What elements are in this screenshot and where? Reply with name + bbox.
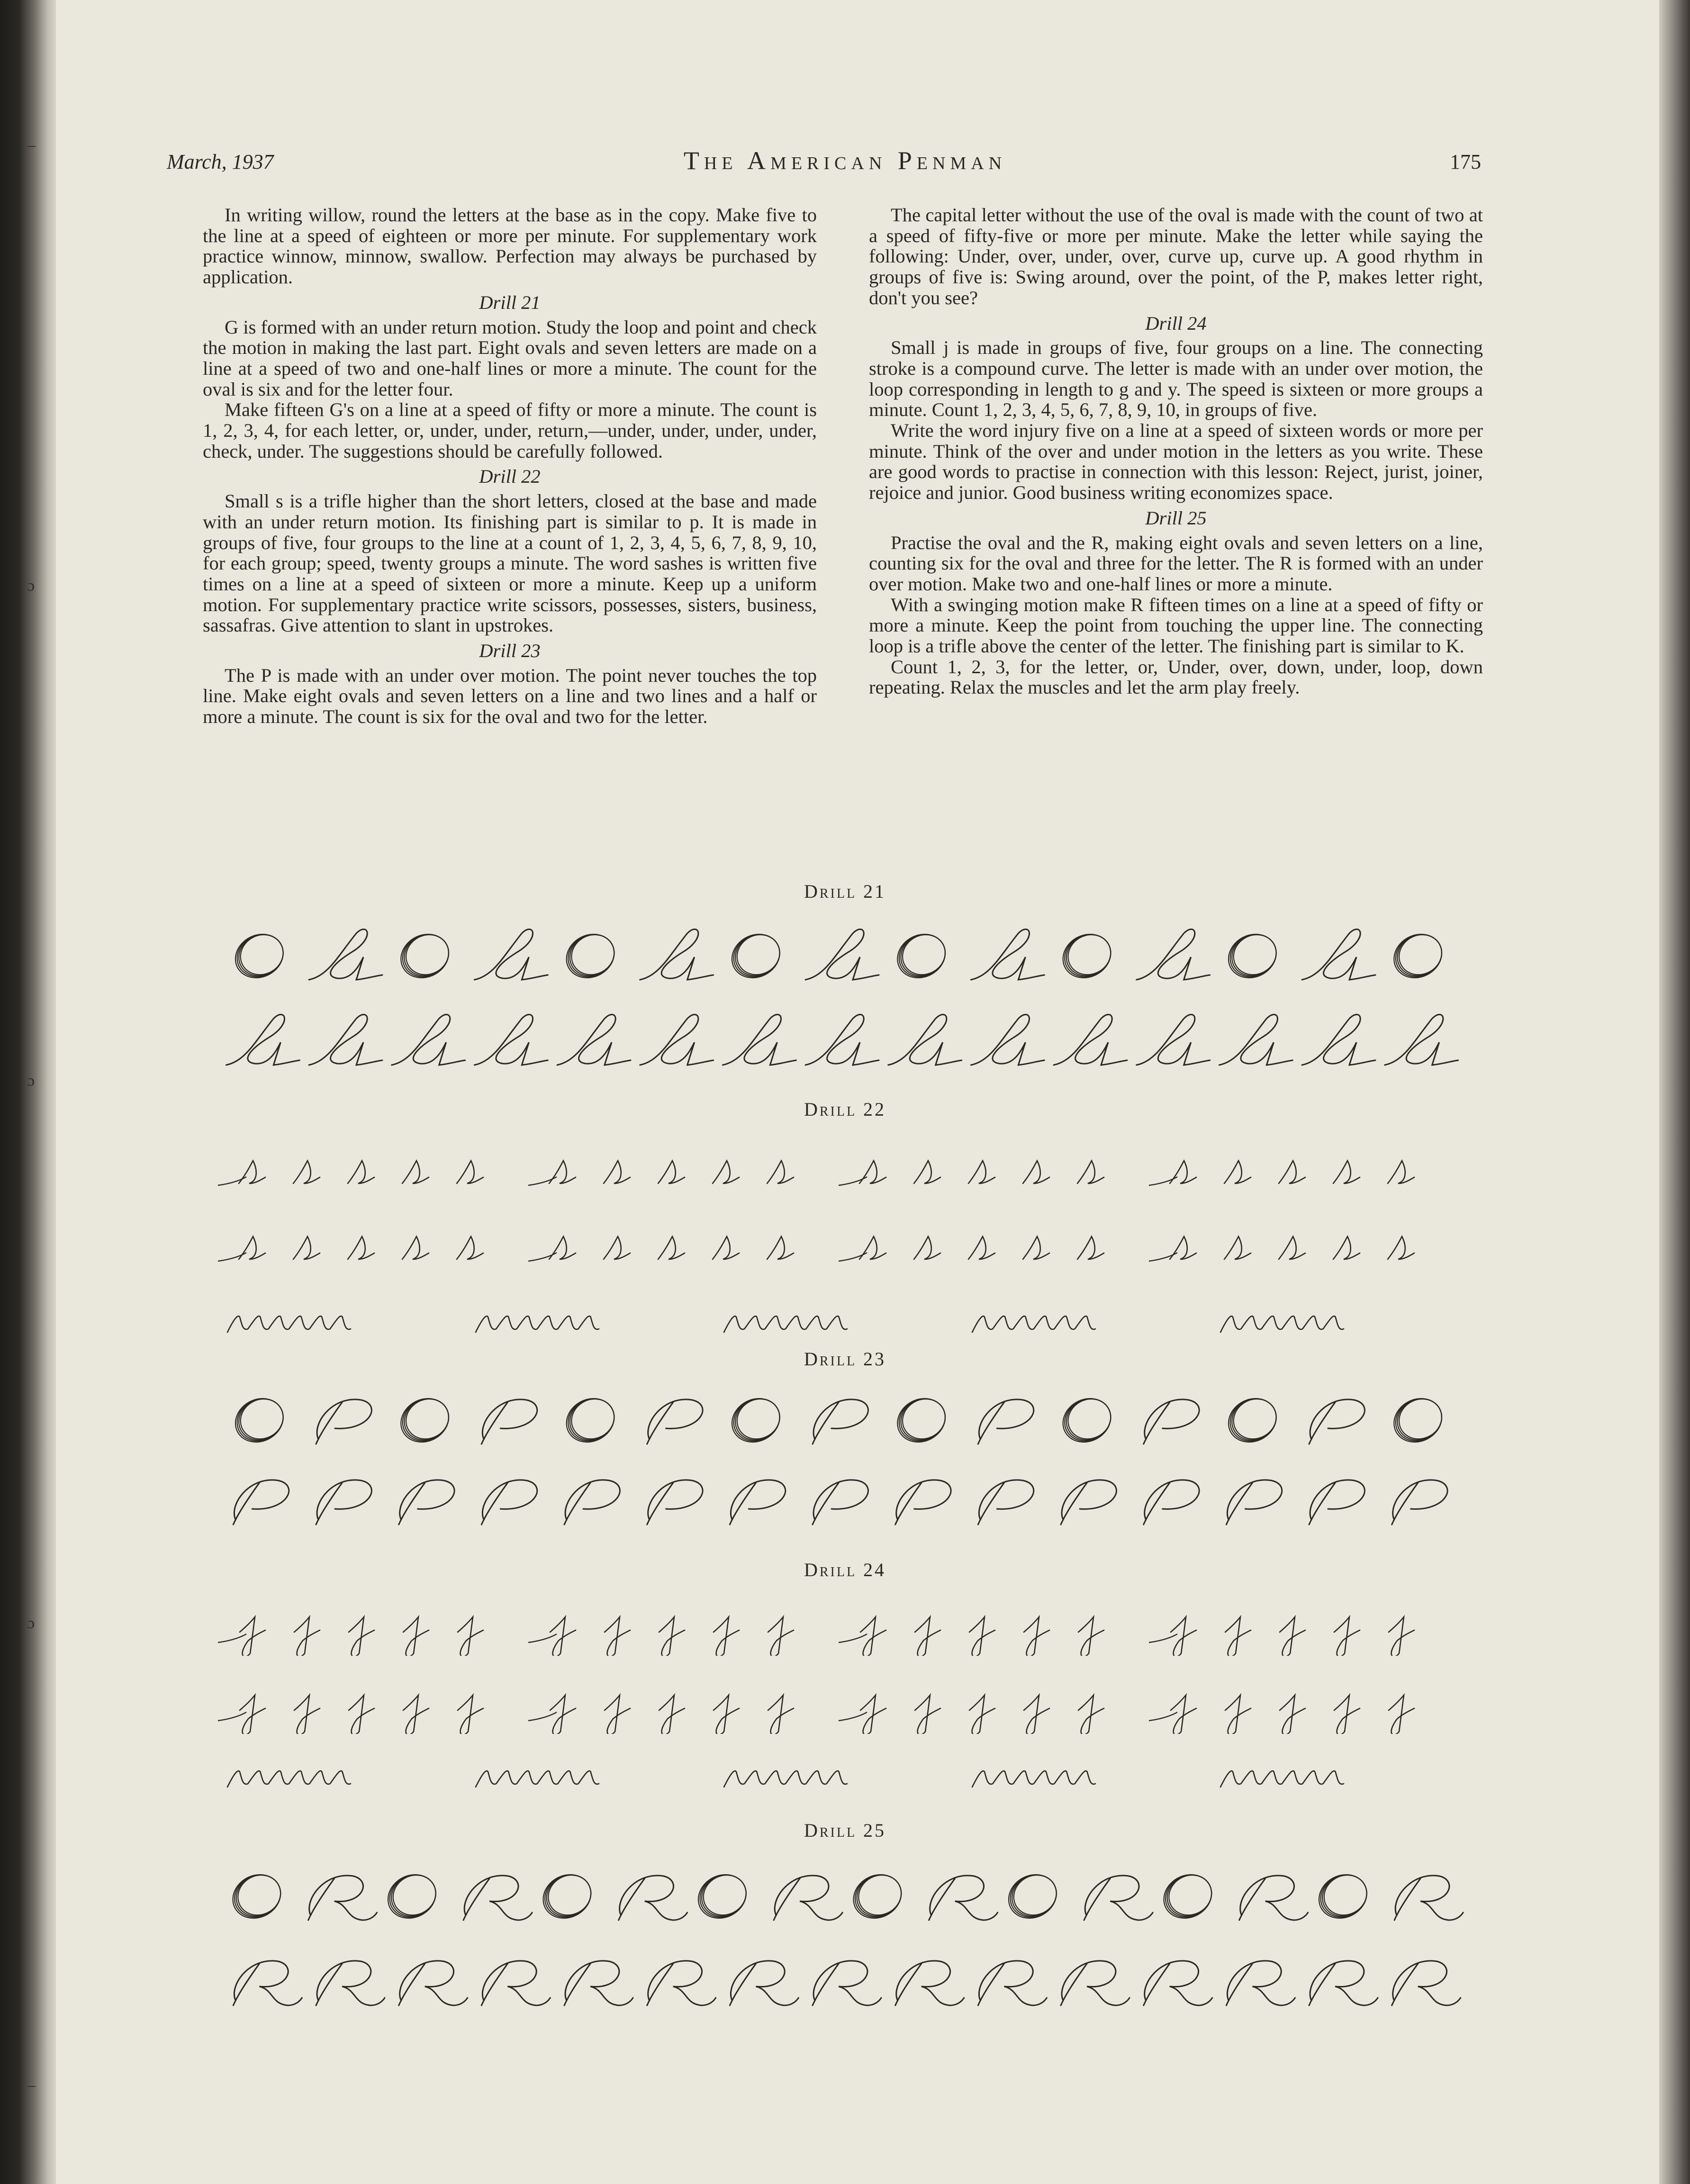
script-row-svg [0,1729,1690,1800]
page-edge-shadow [1659,0,1690,2184]
script-row [0,1383,1690,1454]
paragraph: In writing willow, round the letters at the base as in the copy. Make five to the line at a speed of eighteen or more per minute. For supplementary work practice winnow, minnow, swallow. Perfection may always be purchased by application. [203,204,817,288]
drill-heading: Drill 23 [479,640,541,662]
script-row [0,1004,1690,1075]
drill-heading: Drill 22 [479,466,541,487]
script-row-svg [0,1203,1690,1274]
script-row [0,1128,1690,1199]
paragraph: Write the word injury five on a line at a speed of sixteen words or more per minute. Think of the over and under motion in the letters as you write. These are good words to practise in connection with this lesson: Reject, jurist, joiner, rejoice and junior. Good business writing economizes space. [869,420,1483,504]
script-row [0,1585,1690,1656]
script-glyphs [226,1014,1458,1065]
plate-title-drill-23: Drill 23 [804,1348,886,1370]
running-head [0,146,1690,184]
margin-mark: ɔ [27,1072,35,1090]
issue-date: March, 1937 [167,150,274,173]
script-row-svg [0,1663,1690,1734]
drill-heading: Drill 25 [1145,507,1207,529]
margin-mark: ɔ [27,1615,35,1632]
paragraph: Small j is made in groups of five, four groups on a line. The connecting stroke is a compound curve. The letter is made with an under over motion, the loop corresponding in length to g and y. The speed is sixteen or more groups a minute. Count 1, 2, 3, 4, 5, 6, 7, 8, 9, 10, in groups of five. [869,337,1483,421]
drill-heading: Drill 24 [1145,312,1207,334]
script-row-svg [0,1004,1690,1075]
script-row [0,1203,1690,1274]
paragraph: The capital letter without the use of the oval is made with the count of two at a speed of fifty-five or more per minute. Make the letter while saying the following: Under, over, under, over, curve up, curve up. A good rhythm in groups of five is: Swing around, over the point, of the P, makes letter right, don't you see? [869,204,1483,308]
script-row [0,1729,1690,1800]
paragraph: Practise the oval and the R, making eight ovals and seven letters on a line, counting six for the oval and three for the letter. The R is formed with an under over motion. Make two and one-half lines or more a minute. [869,532,1483,595]
script-glyphs [228,926,1449,986]
right-column [869,205,1483,698]
margin-mark: – [27,2076,36,2094]
script-glyphs [218,1236,1414,1261]
left-column [203,205,817,727]
paragraph: The P is made with an under over motion. The point never touches the top line. Make eight ovals and seven letters on a line and two lines and a half or more a minute. The count is six for the oval and two for the letter. [203,664,817,728]
script-glyphs [218,1161,1414,1185]
script-row [0,919,1690,990]
plate-title-drill-24: Drill 24 [804,1559,886,1580]
drill-heading: Drill 21 [479,291,541,313]
script-row [0,1945,1690,2016]
margin-mark: – [27,136,36,154]
script-row-svg [0,1383,1690,1454]
paragraph: Small s is a trifle higher than the short letters, closed at the base and made with an under return motion. Its finishing part is similar to p. It is made in groups of five, four groups to the line at a count of 1, 2, 3, 4, 5, 6, 7, 8, 9, 10, for each group; speed, twenty groups a minute. The word sashes is written five times on a line at a speed of sixteen or more a minute. Keep up a uniform motion. For supplementary practice write scissors, possesses, sisters, business, sassafras. Give attention to slant in upstrokes. [203,490,817,636]
plate-title-drill-21: Drill 21 [804,881,886,902]
paragraph: With a swinging motion make R fifteen times on a line at a speed of fifty or more a minute. Keep the point from touching the upper line. The connecting loop is a trifle above the center of the letter. The finishing part is similar to K. [869,594,1483,657]
script-row-svg [0,1585,1690,1656]
page-number: 175 [1450,150,1481,173]
paragraph: Make fifteen G's on a line at a speed of fifty or more a minute. The count is 1, 2, 3, 4, for each letter, or, under, under, return,—under, under, under, under, check, under. The suggestions should be carefully followed. [203,399,817,462]
script-glyphs [225,1867,1463,1927]
journal-title: The American Penman [683,146,1007,175]
script-row-svg [0,1945,1690,2016]
script-glyphs [227,1771,1344,1787]
script-row-svg [0,1464,1690,1535]
plate-title-drill-22: Drill 22 [804,1099,886,1120]
script-glyphs [227,1316,1344,1332]
script-row-svg [0,919,1690,990]
script-row [0,1859,1690,1931]
script-glyphs [233,1961,1460,2005]
script-glyphs [228,1390,1449,1451]
script-row-svg [0,1274,1690,1345]
script-row-svg [0,1859,1690,1931]
script-glyphs [218,1617,1414,1656]
script-glyphs [218,1695,1414,1734]
script-row [0,1663,1690,1734]
plate-title-drill-25: Drill 25 [804,1820,886,1841]
script-row-svg [0,1128,1690,1199]
script-row [0,1274,1690,1345]
book-spine-shadow [0,0,56,2184]
script-row [0,1464,1690,1535]
script-glyphs [233,1480,1447,1525]
paragraph: Count 1, 2, 3, for the letter, or, Under, over, down, under, loop, down repeating. Relax the muscles and let the arm play freely. [869,656,1483,698]
margin-mark: ɔ [27,577,35,595]
paragraph: G is formed with an under return motion. Study the loop and point and check the motion in making the last part. Eight ovals and seven letters are made on a line at a speed of two and one-half lines or more a minute. The count for the oval is six and for the letter four. [203,316,817,400]
